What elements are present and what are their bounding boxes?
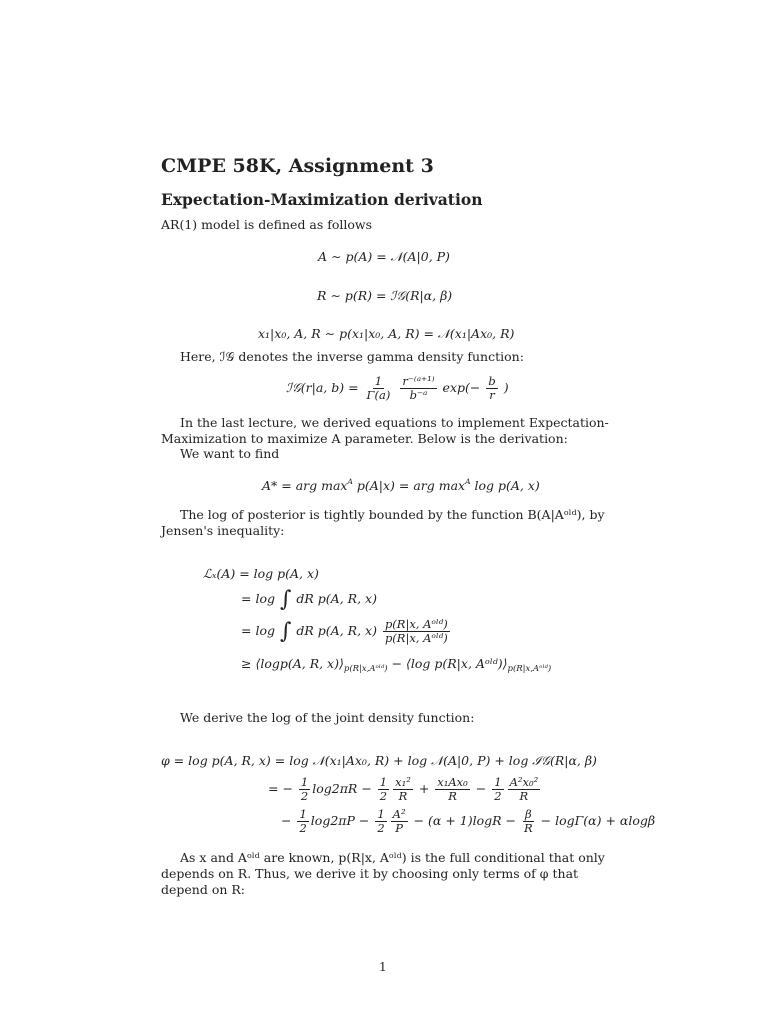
equation-phi-line-2: = − $\frac{1}{2}$ log2πR − $\frac{1}{2}$ $\frac{\text{x₁²}}{R}$ + $\frac{\text{x₁Ax₀}}{R}$ − $\frac{1}{2}$ $\frac{\text{A²x₀²}}{R}$ <box>268 775 539 803</box>
equation-phi-line-1: φ = log p(A, R, x) = log 𝒩(x₁|Ax₀, R) + log 𝒩(A|0, P) + log ℐ𝒢(R|α, β) <box>161 753 597 768</box>
equation-inverse-gamma: ℐ𝒢(r|a, b) = $\frac{1}{\Gamma(a)}$ $\frac{\text{r⁻⁽ᵃ⁺¹⁾}}{\text{b⁻ᵃ}}$ exp(− $\frac{b}{r}$ ) <box>286 374 509 402</box>
fraction: $\frac{1}{\Gamma(a)}$ <box>366 374 391 402</box>
lecture-paragraph: In the last lecture, we derived equations to implement Expectation-Maximization to maximize A parameter. Below is the derivation: <box>161 415 609 446</box>
fraction: $\frac{\text{p(R|x, Aᵒˡᵈ)}}{\text{p(R|x, Aᵒˡᵈ)}}$ <box>384 617 448 645</box>
equation-astar: A* = arg max A p(A|x) = arg max A log p(A, x) <box>262 477 540 493</box>
equation-bound-line-2: = log ∫ dR p(A, R, x) <box>241 587 377 612</box>
equation-bound-line-3: = log ∫ dR p(A, R, x) $\frac{\text{p(R|x, Aᵒˡᵈ)}}{\text{p(R|x, Aᵒˡᵈ)}}$ <box>241 617 448 645</box>
posterior-paragraph: The log of posterior is tightly bounded by the function B(A|Aᵒˡᵈ), by Jensen's inequality: <box>161 507 605 538</box>
equation-likelihood: x₁|x₀, A, R ∼ p(x₁|x₀, A, R) = 𝒩(x₁|Ax₀, R) <box>258 326 515 341</box>
equation-phi-line-3: − $\frac{1}{2}$ log2πP − $\frac{1}{2}$ $\frac{\text{A²}}{P}$ − (α + 1)logR − $\frac{\beta}{R}$ − logΓ(α) + αlogβ <box>281 807 656 835</box>
conditional-paragraph: As x and Aᵒˡᵈ are known, p(R|x, Aᵒˡᵈ) is the full conditional that only depends on R. Thus, we derive it by choosing only terms of φ that depend on R: <box>161 850 605 897</box>
want-paragraph: We want to find <box>180 446 280 461</box>
integral-icon: ∫ <box>279 619 292 644</box>
fraction: $\frac{b}{r}$ <box>488 374 496 402</box>
joint-paragraph: We derive the log of the joint density function: <box>180 710 475 725</box>
equation-bound-line-4: ≥ ⟨logp(A, R, $x)⟩_{p(R|x,Aᵒˡᵈ)}$ − ⟨log p(R|x, $Aᵒˡᵈ)⟩_{p(R|x,Aᵒˡᵈ)}$ <box>241 656 552 674</box>
document-title: CMPE 58K, Assignment 3 <box>161 155 434 177</box>
equation-prior-a: A ∼ p(A) = 𝒩(A|0, P) <box>318 249 450 264</box>
here-paragraph: Here, ℐ𝒢 denotes the inverse gamma density function: <box>180 349 524 364</box>
equation-bound-line-1: ℒₓ(A) = log p(A, x) <box>203 566 319 581</box>
integral-icon: ∫ <box>279 587 292 612</box>
equation-prior-r: R ∼ p(R) = ℐ𝒢(R|α, β) <box>317 288 453 303</box>
intro-paragraph: AR(1) model is defined as follows <box>161 217 373 232</box>
fraction: $\frac{\text{r⁻⁽ᵃ⁺¹⁾}}{\text{b⁻ᵃ}}$ <box>402 374 435 402</box>
page-number: 1 <box>379 960 387 974</box>
section-heading: Expectation-Maximization derivation <box>161 190 483 209</box>
